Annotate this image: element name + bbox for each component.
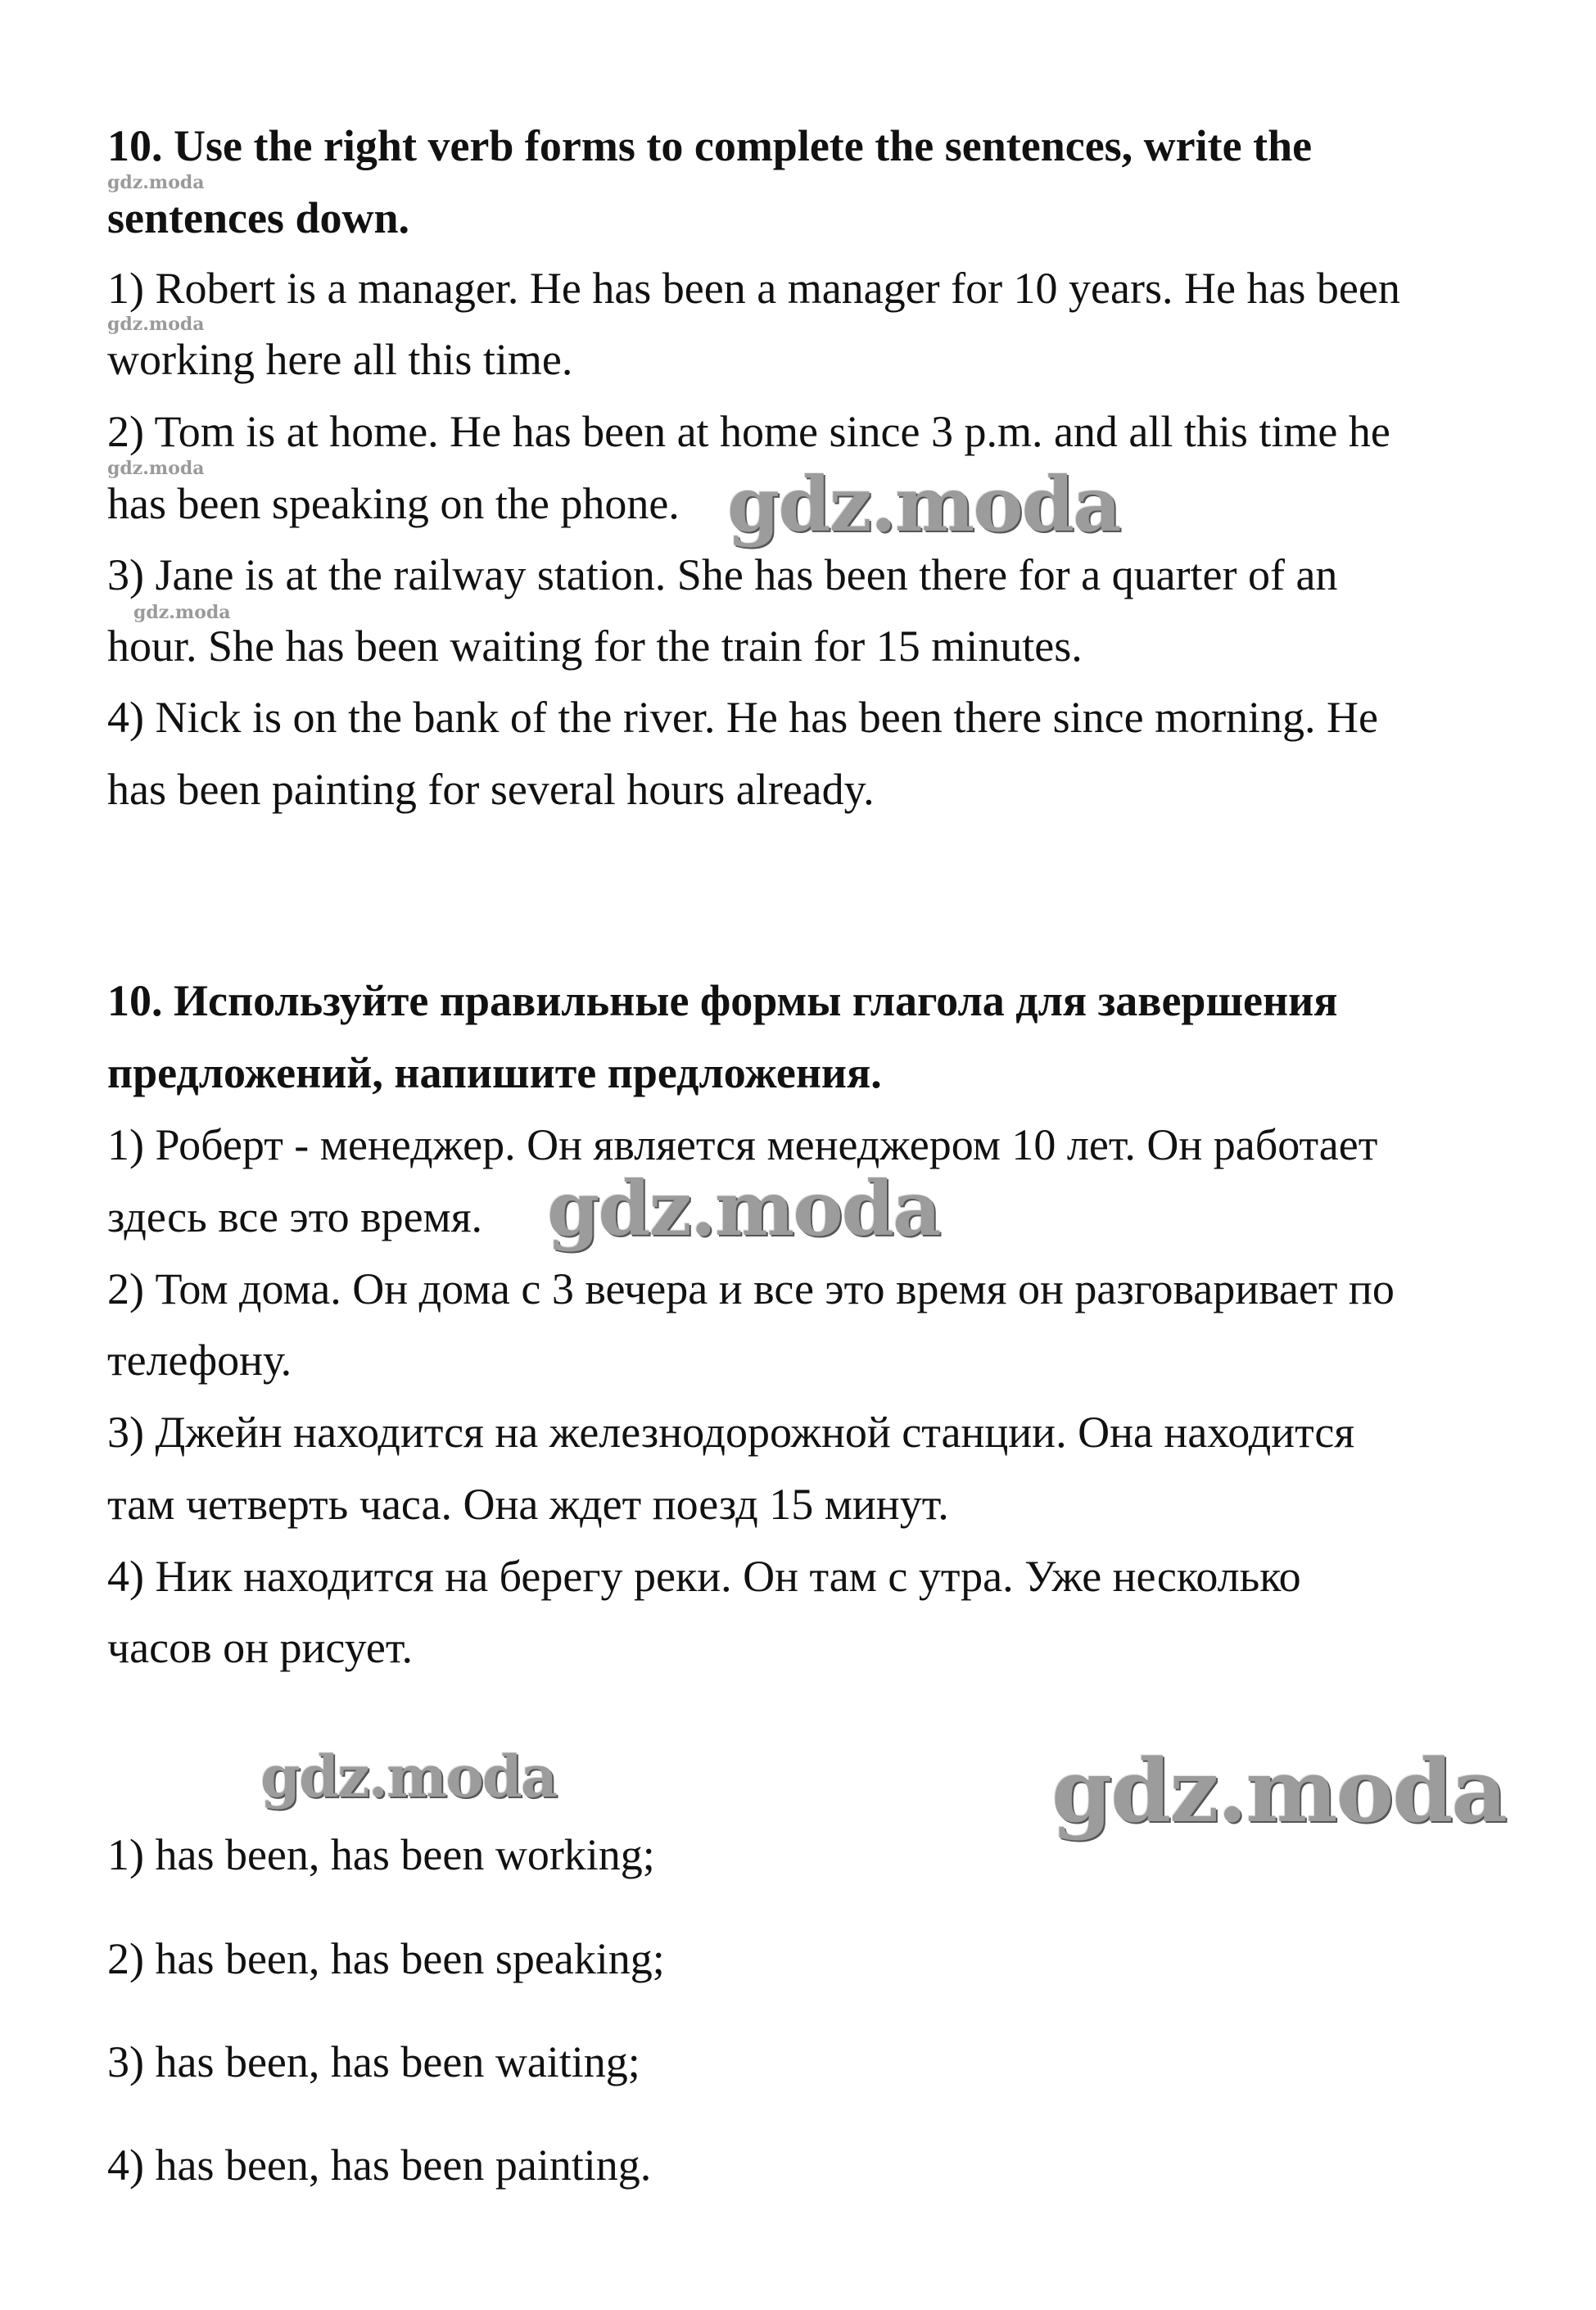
answer-line: 2) has been, has been speaking;: [107, 1934, 665, 1983]
answer-line: 3) has been, has been waiting;: [107, 2037, 640, 2086]
watermark-large: gdz.moda: [1051, 1739, 1506, 1842]
english-sentence-line: 3) Jane is at the railway station. She has been there for a quarter of an: [107, 550, 1338, 599]
english-sentence-line: has been speaking on the phone.: [107, 479, 680, 528]
russian-sentence-line: там четверть часа. Она ждет поезд 15 минут.: [107, 1480, 949, 1529]
english-sentence-line: has been painting for several hours already.: [107, 765, 875, 814]
watermark-small: gdz.moda: [133, 602, 231, 623]
russian-sentence-line: часов он рисует.: [107, 1623, 413, 1672]
english-sentence-line: 2) Tom is at home. He has been at home since 3 p.m. and all this time he: [107, 407, 1390, 456]
russian-sentence-line: здесь все это время.: [107, 1192, 483, 1241]
answer-line: 1) has been, has been working;: [107, 1830, 655, 1879]
watermark-small: gdz.moda: [107, 314, 205, 335]
english-sentence-line: hour. She has been waiting for the train for 15 minutes.: [107, 622, 1083, 671]
english-sentence-line: 1) Robert is a manager. He has been a manager for 10 years. He has been: [107, 264, 1400, 313]
watermark-large: gdz.moda: [547, 1164, 940, 1253]
russian-sentence-line: 3) Джейн находится на железнодорожной станции. Она находится: [107, 1408, 1355, 1457]
watermark-small: gdz.moda: [107, 172, 205, 193]
russian-heading-line-1: 10. Используйте правильные формы глагола для завершения: [107, 976, 1338, 1025]
answer-line: 4) has been, has been painting.: [107, 2140, 652, 2190]
russian-sentence-line: 1) Роберт - менеджер. Он является менеджером 10 лет. Он работает: [107, 1120, 1378, 1169]
english-sentence-line: 4) Nick is on the bank of the river. He has been there since morning. He: [107, 693, 1379, 742]
english-heading-line-2: sentences down.: [107, 193, 410, 242]
russian-sentence-line: телефону.: [107, 1336, 292, 1385]
english-heading-line-1: 10. Use the right verb forms to complete the sentences, write the: [107, 121, 1313, 170]
watermark-large: gdz.moda: [727, 460, 1120, 549]
english-sentence-line: working here all this time.: [107, 335, 573, 384]
russian-heading-line-2: предложений, напишите предложения.: [107, 1048, 882, 1097]
watermark-large: gdz.moda: [260, 1743, 557, 1810]
russian-sentence-line: 2) Том дома. Он дома с 3 вечера и все это время он разговаривает по: [107, 1264, 1395, 1313]
watermark-small: gdz.moda: [107, 458, 205, 479]
russian-sentence-line: 4) Ник находится на берегу реки. Он там с утра. Уже несколько: [107, 1552, 1301, 1601]
